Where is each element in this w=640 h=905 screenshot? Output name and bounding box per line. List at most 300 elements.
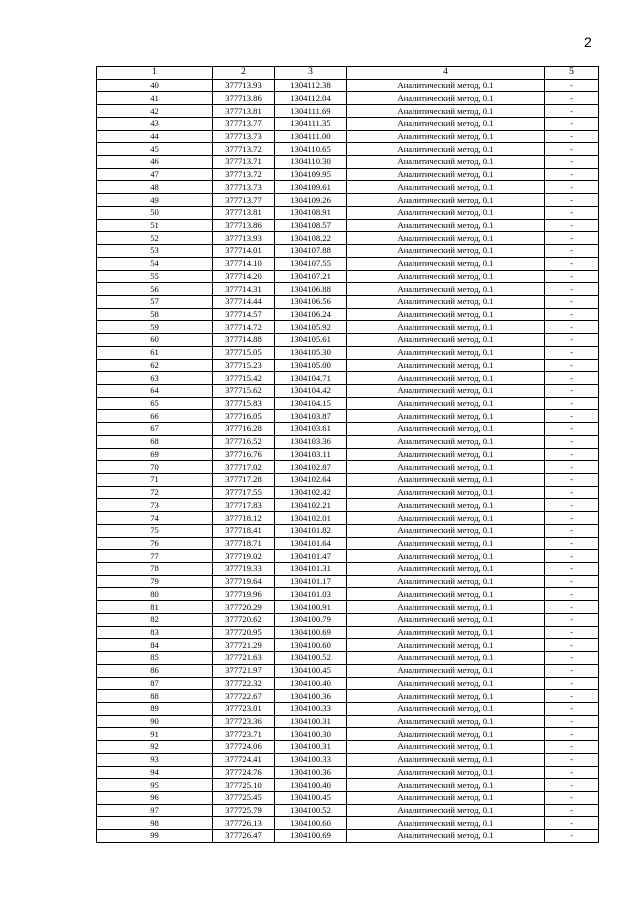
x-coordinate-cell: 377720.62 [213,613,275,626]
point-number-cell: 81 [97,601,213,614]
y-coordinate-cell: 1304101.64 [275,537,347,550]
note-cell: - [545,741,599,754]
x-coordinate-cell: 377713.71 [213,156,275,169]
x-coordinate-cell: 377713.73 [213,181,275,194]
method-cell: Аналитический метод, 0.1 [347,575,545,588]
y-coordinate-cell: 1304110.65 [275,143,347,156]
note-cell: - [545,550,599,563]
method-cell: Аналитический метод, 0.1 [347,105,545,118]
x-coordinate-cell: 377714.10 [213,257,275,270]
y-coordinate-cell: 1304100.31 [275,741,347,754]
y-coordinate-cell: 1304103.11 [275,448,347,461]
y-coordinate-cell: 1304100.33 [275,753,347,766]
table-row [97,92,599,105]
table-row [97,601,599,614]
table-row [97,626,599,639]
x-coordinate-cell: 377716.28 [213,423,275,436]
method-cell: Аналитический метод, 0.1 [347,804,545,817]
method-cell: Аналитический метод, 0.1 [347,728,545,741]
point-number-cell: 56 [97,283,213,296]
table-row [97,639,599,652]
point-number-cell: 67 [97,423,213,436]
header-cell-4: 4 [347,67,545,80]
x-coordinate-cell: 377714.01 [213,245,275,258]
table-row [97,461,599,474]
note-cell: - [545,372,599,385]
note-cell: - [545,499,599,512]
x-coordinate-cell: 377713.77 [213,117,275,130]
method-cell: Аналитический метод, 0.1 [347,397,545,410]
table-row [97,117,599,130]
method-cell: Аналитический метод, 0.1 [347,690,545,703]
note-cell: - [545,575,599,588]
y-coordinate-cell: 1304100.33 [275,702,347,715]
note-cell: - [545,181,599,194]
table-row [97,575,599,588]
x-coordinate-cell: 377716.05 [213,410,275,423]
note-cell: - [545,448,599,461]
table-row [97,588,599,601]
point-number-cell: 77 [97,550,213,563]
header-row [97,67,599,80]
method-cell: Аналитический метод, 0.1 [347,817,545,830]
point-number-cell: 71 [97,474,213,487]
note-cell: - [545,321,599,334]
x-coordinate-cell: 377714.20 [213,270,275,283]
point-number-cell: 43 [97,117,213,130]
y-coordinate-cell: 1304111.35 [275,117,347,130]
table-row [97,715,599,728]
table-row [97,804,599,817]
point-number-cell: 57 [97,295,213,308]
y-coordinate-cell: 1304106.24 [275,308,347,321]
table-row [97,550,599,563]
method-cell: Аналитический метод, 0.1 [347,830,545,843]
table-row [97,613,599,626]
note-cell: - [545,308,599,321]
x-coordinate-cell: 377713.81 [213,206,275,219]
note-cell: - [545,817,599,830]
point-number-cell: 72 [97,486,213,499]
note-cell: - [545,117,599,130]
method-cell: Аналитический метод, 0.1 [347,359,545,372]
x-coordinate-cell: 377713.77 [213,194,275,207]
point-number-cell: 59 [97,321,213,334]
table-row [97,359,599,372]
table-row [97,384,599,397]
point-number-cell: 40 [97,79,213,92]
method-cell: Аналитический метод, 0.1 [347,372,545,385]
x-coordinate-cell: 377720.29 [213,601,275,614]
header-cell-2: 2 [213,67,275,80]
point-number-cell: 83 [97,626,213,639]
table-row [97,499,599,512]
y-coordinate-cell: 1304101.31 [275,563,347,576]
note-cell: - [545,156,599,169]
method-cell: Аналитический метод, 0.1 [347,486,545,499]
method-cell: Аналитический метод, 0.1 [347,143,545,156]
point-number-cell: 46 [97,156,213,169]
note-cell: - [545,359,599,372]
point-number-cell: 76 [97,537,213,550]
method-cell: Аналитический метод, 0.1 [347,512,545,525]
point-number-cell: 47 [97,168,213,181]
table-row [97,181,599,194]
y-coordinate-cell: 1304105.30 [275,346,347,359]
y-coordinate-cell: 1304104.71 [275,372,347,385]
point-number-cell: 42 [97,105,213,118]
y-coordinate-cell: 1304100.60 [275,639,347,652]
method-cell: Аналитический метод, 0.1 [347,270,545,283]
table-row [97,435,599,448]
x-coordinate-cell: 377724.41 [213,753,275,766]
x-coordinate-cell: 377715.62 [213,384,275,397]
table-row [97,410,599,423]
table-row [97,206,599,219]
x-coordinate-cell: 377723.36 [213,715,275,728]
y-coordinate-cell: 1304108.57 [275,219,347,232]
x-coordinate-cell: 377721.97 [213,664,275,677]
point-number-cell: 80 [97,588,213,601]
point-number-cell: 79 [97,575,213,588]
method-cell: Аналитический метод, 0.1 [347,461,545,474]
point-number-cell: 58 [97,308,213,321]
x-coordinate-cell: 377715.05 [213,346,275,359]
table-header [97,67,599,80]
x-coordinate-cell: 377714.57 [213,308,275,321]
y-coordinate-cell: 1304105.00 [275,359,347,372]
y-coordinate-cell: 1304102.64 [275,474,347,487]
y-coordinate-cell: 1304106.56 [275,295,347,308]
note-cell: - [545,639,599,652]
x-coordinate-cell: 377714.88 [213,334,275,347]
table-row [97,130,599,143]
point-number-cell: 82 [97,613,213,626]
method-cell: Аналитический метод, 0.1 [347,588,545,601]
y-coordinate-cell: 1304100.52 [275,804,347,817]
method-cell: Аналитический метод, 0.1 [347,791,545,804]
table-row [97,728,599,741]
note-cell: - [545,728,599,741]
x-coordinate-cell: 377715.42 [213,372,275,385]
note-cell: - [545,206,599,219]
y-coordinate-cell: 1304105.61 [275,334,347,347]
x-coordinate-cell: 377723.01 [213,702,275,715]
table-row [97,537,599,550]
point-number-cell: 89 [97,702,213,715]
method-cell: Аналитический метод, 0.1 [347,245,545,258]
point-number-cell: 69 [97,448,213,461]
x-coordinate-cell: 377726.47 [213,830,275,843]
x-coordinate-cell: 377721.29 [213,639,275,652]
point-number-cell: 64 [97,384,213,397]
note-cell: - [545,563,599,576]
point-number-cell: 49 [97,194,213,207]
note-cell: - [545,270,599,283]
y-coordinate-cell: 1304100.40 [275,779,347,792]
point-number-cell: 84 [97,639,213,652]
note-cell: - [545,194,599,207]
method-cell: Аналитический метод, 0.1 [347,474,545,487]
method-cell: Аналитический метод, 0.1 [347,410,545,423]
point-number-cell: 75 [97,524,213,537]
method-cell: Аналитический метод, 0.1 [347,601,545,614]
point-number-cell: 98 [97,817,213,830]
note-cell: - [545,245,599,258]
table-row [97,702,599,715]
point-number-cell: 65 [97,397,213,410]
table-row [97,448,599,461]
note-cell: - [545,702,599,715]
coordinates-table [96,66,599,843]
x-coordinate-cell: 377725.10 [213,779,275,792]
x-coordinate-cell: 377718.41 [213,524,275,537]
note-cell: - [545,537,599,550]
y-coordinate-cell: 1304100.79 [275,613,347,626]
point-number-cell: 92 [97,741,213,754]
y-coordinate-cell: 1304102.01 [275,512,347,525]
note-cell: - [545,512,599,525]
y-coordinate-cell: 1304100.60 [275,817,347,830]
note-cell: - [545,257,599,270]
method-cell: Аналитический метод, 0.1 [347,537,545,550]
x-coordinate-cell: 377717.55 [213,486,275,499]
point-number-cell: 88 [97,690,213,703]
point-number-cell: 73 [97,499,213,512]
method-cell: Аналитический метод, 0.1 [347,257,545,270]
point-number-cell: 62 [97,359,213,372]
method-cell: Аналитический метод, 0.1 [347,753,545,766]
note-cell: - [545,435,599,448]
table-row [97,105,599,118]
note-cell: - [545,105,599,118]
x-coordinate-cell: 377722.32 [213,677,275,690]
note-cell: - [545,766,599,779]
y-coordinate-cell: 1304109.95 [275,168,347,181]
x-coordinate-cell: 377714.44 [213,295,275,308]
y-coordinate-cell: 1304107.55 [275,257,347,270]
note-cell: - [545,219,599,232]
point-number-cell: 85 [97,652,213,665]
note-cell: - [545,715,599,728]
table-row [97,563,599,576]
table-row [97,295,599,308]
note-cell: - [545,410,599,423]
method-cell: Аналитический метод, 0.1 [347,334,545,347]
point-number-cell: 48 [97,181,213,194]
x-coordinate-cell: 377716.52 [213,435,275,448]
y-coordinate-cell: 1304102.21 [275,499,347,512]
table-row [97,232,599,245]
x-coordinate-cell: 377713.73 [213,130,275,143]
method-cell: Аналитический метод, 0.1 [347,715,545,728]
table-row [97,423,599,436]
y-coordinate-cell: 1304100.45 [275,664,347,677]
table-row [97,817,599,830]
y-coordinate-cell: 1304102.87 [275,461,347,474]
method-cell: Аналитический метод, 0.1 [347,423,545,436]
x-coordinate-cell: 377720.95 [213,626,275,639]
x-coordinate-cell: 377724.76 [213,766,275,779]
y-coordinate-cell: 1304112.38 [275,79,347,92]
method-cell: Аналитический метод, 0.1 [347,779,545,792]
y-coordinate-cell: 1304101.03 [275,588,347,601]
table-row [97,524,599,537]
method-cell: Аналитический метод, 0.1 [347,156,545,169]
note-cell: - [545,753,599,766]
point-number-cell: 61 [97,346,213,359]
table-row [97,219,599,232]
x-coordinate-cell: 377725.79 [213,804,275,817]
method-cell: Аналитический метод, 0.1 [347,550,545,563]
x-coordinate-cell: 377723.71 [213,728,275,741]
point-number-cell: 97 [97,804,213,817]
x-coordinate-cell: 377718.71 [213,537,275,550]
table-row [97,512,599,525]
y-coordinate-cell: 1304108.22 [275,232,347,245]
x-coordinate-cell: 377715.83 [213,397,275,410]
y-coordinate-cell: 1304104.42 [275,384,347,397]
y-coordinate-cell: 1304101.47 [275,550,347,563]
y-coordinate-cell: 1304111.00 [275,130,347,143]
point-number-cell: 66 [97,410,213,423]
table-row [97,194,599,207]
y-coordinate-cell: 1304103.87 [275,410,347,423]
table-row [97,143,599,156]
y-coordinate-cell: 1304107.88 [275,245,347,258]
table-row [97,474,599,487]
method-cell: Аналитический метод, 0.1 [347,741,545,754]
method-cell: Аналитический метод, 0.1 [347,117,545,130]
table-row [97,741,599,754]
method-cell: Аналитический метод, 0.1 [347,766,545,779]
table-row [97,334,599,347]
header-cell-1: 1 [97,67,213,80]
y-coordinate-cell: 1304102.42 [275,486,347,499]
y-coordinate-cell: 1304100.52 [275,652,347,665]
note-cell: - [545,779,599,792]
y-coordinate-cell: 1304104.15 [275,397,347,410]
method-cell: Аналитический метод, 0.1 [347,219,545,232]
note-cell: - [545,652,599,665]
x-coordinate-cell: 377719.33 [213,563,275,576]
y-coordinate-cell: 1304108.91 [275,206,347,219]
note-cell: - [545,384,599,397]
table-row [97,486,599,499]
x-coordinate-cell: 377717.02 [213,461,275,474]
method-cell: Аналитический метод, 0.1 [347,308,545,321]
table-row [97,245,599,258]
method-cell: Аналитический метод, 0.1 [347,194,545,207]
method-cell: Аналитический метод, 0.1 [347,206,545,219]
x-coordinate-cell: 377719.02 [213,550,275,563]
method-cell: Аналитический метод, 0.1 [347,664,545,677]
note-cell: - [545,232,599,245]
note-cell: - [545,791,599,804]
method-cell: Аналитический метод, 0.1 [347,499,545,512]
y-coordinate-cell: 1304110.30 [275,156,347,169]
method-cell: Аналитический метод, 0.1 [347,79,545,92]
table-body [97,79,599,842]
x-coordinate-cell: 377713.93 [213,232,275,245]
point-number-cell: 53 [97,245,213,258]
y-coordinate-cell: 1304101.17 [275,575,347,588]
x-coordinate-cell: 377713.86 [213,92,275,105]
point-number-cell: 90 [97,715,213,728]
y-coordinate-cell: 1304100.36 [275,766,347,779]
note-cell: - [545,92,599,105]
x-coordinate-cell: 377721.63 [213,652,275,665]
point-number-cell: 87 [97,677,213,690]
note-cell: - [545,168,599,181]
x-coordinate-cell: 377718.12 [213,512,275,525]
point-number-cell: 63 [97,372,213,385]
x-coordinate-cell: 377726.13 [213,817,275,830]
method-cell: Аналитический метод, 0.1 [347,563,545,576]
method-cell: Аналитический метод, 0.1 [347,448,545,461]
page-number: 2 [584,34,592,50]
point-number-cell: 52 [97,232,213,245]
point-number-cell: 55 [97,270,213,283]
method-cell: Аналитический метод, 0.1 [347,524,545,537]
table-row [97,270,599,283]
point-number-cell: 45 [97,143,213,156]
note-cell: - [545,461,599,474]
x-coordinate-cell: 377717.28 [213,474,275,487]
table-row [97,397,599,410]
table-row [97,308,599,321]
x-coordinate-cell: 377724.06 [213,741,275,754]
table-row [97,677,599,690]
point-number-cell: 60 [97,334,213,347]
point-number-cell: 94 [97,766,213,779]
method-cell: Аналитический метод, 0.1 [347,384,545,397]
point-number-cell: 99 [97,830,213,843]
point-number-cell: 91 [97,728,213,741]
method-cell: Аналитический метод, 0.1 [347,130,545,143]
method-cell: Аналитический метод, 0.1 [347,181,545,194]
x-coordinate-cell: 377716.76 [213,448,275,461]
method-cell: Аналитический метод, 0.1 [347,321,545,334]
x-coordinate-cell: 377714.31 [213,283,275,296]
point-number-cell: 54 [97,257,213,270]
note-cell: - [545,283,599,296]
point-number-cell: 96 [97,791,213,804]
point-number-cell: 93 [97,753,213,766]
y-coordinate-cell: 1304100.69 [275,626,347,639]
point-number-cell: 50 [97,206,213,219]
method-cell: Аналитический метод, 0.1 [347,346,545,359]
table-row [97,690,599,703]
x-coordinate-cell: 377717.83 [213,499,275,512]
point-number-cell: 68 [97,435,213,448]
y-coordinate-cell: 1304100.31 [275,715,347,728]
method-cell: Аналитический метод, 0.1 [347,626,545,639]
note-cell: - [545,613,599,626]
note-cell: - [545,626,599,639]
point-number-cell: 44 [97,130,213,143]
x-coordinate-cell: 377719.96 [213,588,275,601]
note-cell: - [545,334,599,347]
x-coordinate-cell: 377714.72 [213,321,275,334]
note-cell: - [545,804,599,817]
note-cell: - [545,79,599,92]
note-cell: - [545,690,599,703]
x-coordinate-cell: 377713.81 [213,105,275,118]
header-cell-5: 5 [545,67,599,80]
x-coordinate-cell: 377715.23 [213,359,275,372]
method-cell: Аналитический метод, 0.1 [347,677,545,690]
